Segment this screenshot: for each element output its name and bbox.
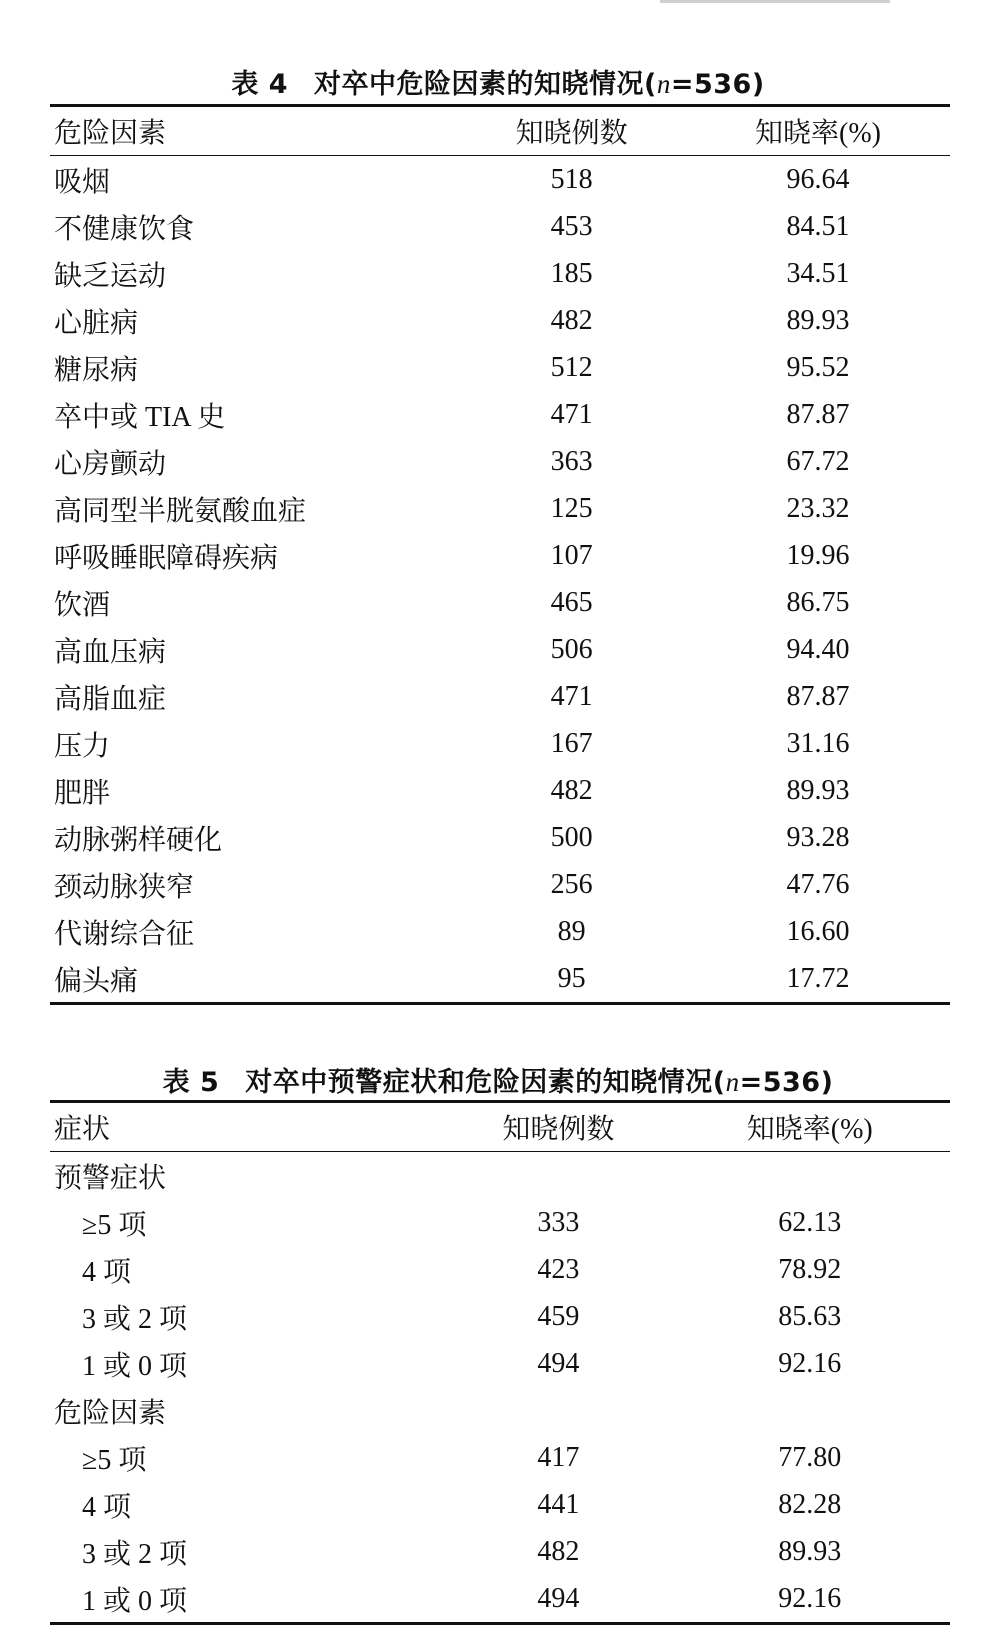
table-row (50, 673, 950, 720)
risk-factor-cell: 动脉粥样硬化 (54, 824, 223, 856)
table-row (50, 767, 950, 814)
rate-cell: 78.92 (778, 1253, 842, 1285)
table-row (50, 250, 950, 297)
empty-cell (669, 1152, 950, 1200)
item-count-cell: 4 项 (82, 1491, 132, 1523)
table5-header-symptom: 症状 (54, 1114, 111, 1145)
risk-factor-cell: 吸烟 (54, 166, 111, 198)
count-cell: 482 (550, 304, 593, 336)
table-row (50, 1246, 950, 1293)
risk-factor-cell: 呼吸睡眠障碍疾病 (54, 542, 279, 574)
table5-caption-text: 对卒中预警症状和危险因素的知晓情况( (245, 1067, 726, 1098)
table4-header-count: 知晓例数 (515, 118, 628, 149)
table-row (50, 156, 950, 204)
table-row (50, 297, 950, 344)
table4-header-risk-factor: 危险因素 (54, 118, 167, 149)
count-cell: 95 (557, 962, 586, 994)
risk-factor-cell: 肥胖 (54, 777, 111, 809)
table5 (50, 1100, 950, 1625)
risk-factor-cell: 高脂血症 (54, 683, 167, 715)
rate-cell: 67.72 (786, 445, 850, 477)
count-cell: 494 (537, 1347, 580, 1379)
count-cell: 506 (550, 633, 593, 665)
rate-cell: 92.16 (778, 1582, 842, 1614)
rate-cell: 84.51 (786, 210, 850, 242)
count-cell: 363 (550, 445, 593, 477)
table-row (50, 720, 950, 767)
count-cell: 453 (550, 210, 593, 242)
count-cell: 494 (537, 1582, 580, 1614)
rate-cell: 87.87 (786, 680, 850, 712)
table-row (50, 814, 950, 861)
table5-header-row (50, 1102, 950, 1152)
table-row (50, 532, 950, 579)
table-row (50, 861, 950, 908)
table-row (50, 579, 950, 626)
table4-header-rate: 知晓率(%) (755, 118, 882, 149)
count-cell: 423 (537, 1253, 580, 1285)
table5-header-count: 知晓例数 (502, 1114, 615, 1145)
count-cell: 125 (550, 492, 593, 524)
empty-cell (447, 1387, 669, 1434)
group-label-cell: 危险因素 (54, 1397, 167, 1429)
table4 (50, 104, 950, 1005)
rate-cell: 86.75 (786, 586, 850, 618)
count-cell: 333 (537, 1206, 580, 1238)
table4-body (50, 156, 950, 1004)
rate-cell: 92.16 (778, 1347, 842, 1379)
rate-cell: 47.76 (786, 868, 850, 900)
item-count-cell: 3 或 2 项 (82, 1538, 188, 1570)
rate-cell: 34.51 (786, 257, 850, 289)
count-cell: 459 (537, 1300, 580, 1332)
risk-factor-cell: 心房颤动 (54, 448, 167, 480)
item-count-cell: 1 或 0 项 (82, 1350, 188, 1382)
item-count-cell: ≥5 项 (82, 1444, 147, 1476)
count-cell: 518 (550, 163, 593, 195)
risk-factor-cell: 颈动脉狭窄 (54, 871, 195, 903)
risk-factor-cell: 饮酒 (54, 589, 111, 621)
rate-cell: 89.93 (786, 304, 850, 336)
count-cell: 512 (550, 351, 593, 383)
count-cell: 465 (550, 586, 593, 618)
table4-header-row (50, 106, 950, 156)
table-row (50, 908, 950, 955)
rate-cell: 89.93 (778, 1535, 842, 1567)
risk-factor-cell: 高同型半胱氨酸血症 (54, 495, 307, 527)
count-cell: 417 (537, 1441, 580, 1473)
page-header-rule (660, 0, 890, 3)
table-row (50, 955, 950, 1004)
rate-cell: 17.72 (786, 962, 850, 994)
rate-cell: 62.13 (778, 1206, 842, 1238)
rate-cell: 23.32 (786, 492, 850, 524)
rate-cell: 94.40 (786, 633, 850, 665)
count-cell: 441 (537, 1488, 580, 1520)
rate-cell: 19.96 (786, 539, 850, 571)
risk-factor-cell: 压力 (54, 730, 111, 762)
table-row (50, 203, 950, 250)
item-count-cell: ≥5 项 (82, 1209, 147, 1241)
rate-cell: 16.60 (786, 915, 850, 947)
count-cell: 107 (550, 539, 593, 571)
table-row (50, 1481, 950, 1528)
table-row (50, 485, 950, 532)
table-row (50, 1199, 950, 1246)
rate-cell: 85.63 (778, 1300, 842, 1332)
table4-caption (48, 62, 948, 101)
table-row (50, 1528, 950, 1575)
table-row (50, 1340, 950, 1387)
table-row (50, 344, 950, 391)
rate-cell: 89.93 (786, 774, 850, 806)
count-cell: 89 (557, 915, 586, 947)
empty-cell (669, 1387, 950, 1434)
count-cell: 256 (550, 868, 593, 900)
group-row (50, 1387, 950, 1434)
empty-cell (447, 1152, 669, 1200)
table4-caption-n-value: =536) (670, 69, 765, 100)
rate-cell: 87.87 (786, 398, 850, 430)
count-cell: 167 (550, 727, 593, 759)
item-count-cell: 4 项 (82, 1256, 132, 1288)
table5-header-rate: 知晓率(%) (746, 1114, 873, 1145)
risk-factor-cell: 心脏病 (54, 307, 139, 339)
count-cell: 482 (550, 774, 593, 806)
rate-cell: 77.80 (778, 1441, 842, 1473)
item-count-cell: 1 或 0 项 (82, 1585, 188, 1617)
count-cell: 471 (550, 680, 593, 712)
table-row (50, 1575, 950, 1624)
risk-factor-cell: 高血压病 (54, 636, 167, 668)
table-row (50, 438, 950, 485)
table-row (50, 626, 950, 673)
table-row (50, 1293, 950, 1340)
count-cell: 482 (537, 1535, 580, 1567)
rate-cell: 82.28 (778, 1488, 842, 1520)
risk-factor-cell: 糖尿病 (54, 354, 139, 386)
group-label-cell: 预警症状 (54, 1162, 167, 1194)
rate-cell: 95.52 (786, 351, 850, 383)
table4-caption-number: 表 4 (231, 69, 288, 100)
group-row (50, 1152, 950, 1200)
risk-factor-cell: 缺乏运动 (54, 260, 167, 292)
risk-factor-cell: 不健康饮食 (54, 213, 195, 245)
risk-factor-cell: 代谢综合征 (54, 918, 195, 950)
table5-caption (48, 1060, 948, 1099)
rate-cell: 96.64 (786, 163, 850, 195)
count-cell: 471 (550, 398, 593, 430)
item-count-cell: 3 或 2 项 (82, 1303, 188, 1335)
rate-cell: 31.16 (786, 727, 850, 759)
table5-caption-number: 表 5 (162, 1067, 220, 1098)
table4-caption-n-symbol: n (656, 69, 671, 99)
table5-body (50, 1152, 950, 1624)
risk-factor-cell: 偏头痛 (54, 965, 139, 997)
table-row (50, 391, 950, 438)
table5-caption-n-symbol: n (725, 1067, 740, 1097)
risk-factor-cell: 卒中或 TIA 史 (54, 401, 226, 433)
count-cell: 185 (550, 257, 593, 289)
table4-caption-text: 对卒中危险因素的知晓情况( (314, 69, 657, 100)
table5-caption-n-value: =536) (739, 1067, 834, 1098)
table-row (50, 1434, 950, 1481)
count-cell: 500 (550, 821, 593, 853)
rate-cell: 93.28 (786, 821, 850, 853)
